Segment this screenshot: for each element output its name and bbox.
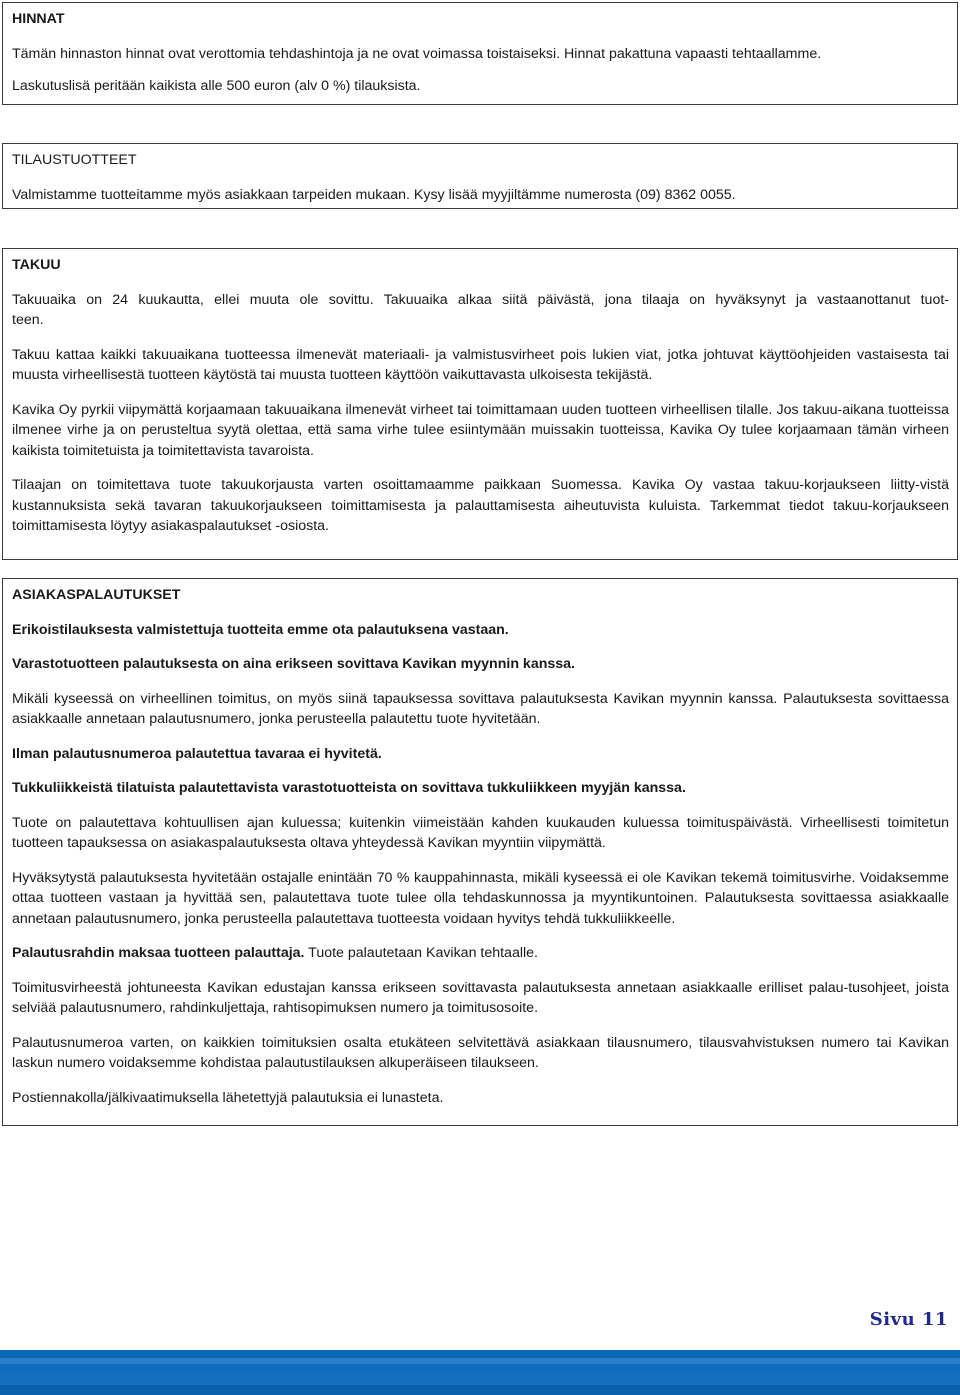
paragraph: Kavika Oy pyrkii viipymättä korjaamaan takuuaikana ilmenevät virheet tai toimittamaan uuden tuotteen virheellisen tilalle. Jos takuu-aikana tuotteissa ilmenee virhe ja on perusteltua syytä olettaa, että sama virhe tulee esiintymään muissakin tuotteissa, Kavika Oy tulee korjaamaan tämän virheen kaikista toimitetuista ja toimitettavista tavaroista. <box>12 401 949 459</box>
bold-statement: Erikoistilauksesta valmistettuja tuotteita emme ota palautuksena vastaan. <box>12 621 509 638</box>
paragraph <box>12 943 949 964</box>
bold-statement: Varastotuotteen palautuksesta on aina erikseen sovittava Kavikan myynnin kanssa. <box>12 656 575 672</box>
section-title: HINNAT <box>12 11 65 27</box>
paragraph: Tilaajan on toimitettava tuote takuukorjausta varten osoittamaamme paikkaan Suomessa. Kavika Oy vastaa takuu-korjaukseen liitty-vistä kustannuksista sekä tavaran takuukorjaukseen toimittamisesta ja palauttamisesta aiheutuvista kuluista. Tarkemmat tiedot takuu-korjaukseen toimittamisesta löytyy asiakaspalautukset -osiosta. <box>12 477 949 534</box>
bold-statement: Palautusrahdin maksaa tuotteen palauttaja. <box>12 945 305 961</box>
paragraph: Takuu kattaa kaikki takuuaikana tuotteessa ilmenevät materiaali- ja valmistusvirheet pois lukien viat, jotka johtuvat käyttöohjeiden vastaisesta tai muusta virheellisestä tuotteen käytöstä tai muusta tuotteen käyttöön vaikuttavasta ulkoisesta tekijästä. <box>12 346 949 383</box>
page-number: Sivu 11 <box>869 1309 948 1330</box>
paragraph: Tämän hinnaston hinnat ovat verottomia tehdashintoja ja ne ovat voimassa toistaiseksi. Hinnat pakattuna vapaasti tehtaallamme. <box>12 45 822 62</box>
paragraph: Laskutuslisä peritään kaikista alle 500 euron (alv 0 %) tilauksista. <box>12 78 421 94</box>
section-tilaustuotteet <box>2 143 958 209</box>
footer-band <box>0 1350 960 1395</box>
paragraph: Valmistamme tuotteitamme myös asiakkaan tarpeiden mukaan. Kysy lisää myyjiltämme numerosta (09) 8362 0055. <box>12 186 736 203</box>
section-takuu <box>2 248 958 560</box>
section-asiakaspalautukset <box>2 578 958 1126</box>
paragraph: Palautusnumeroa varten, on kaikkien toimituksien osalta etukäteen selvitettävä asiakkaan tilausnumero, tilausvahvistuksen numero tai Kavikan laskun numero voidaksemme kohdistaa palautustilauksen alkuperäiseen tilaukseen. <box>12 1034 949 1071</box>
paragraph: Toimitusvirheestä johtuneesta Kavikan edustajan kanssa erikseen sovittavasta palautuksesta annetaan asiakkaalle erilliset palau-tusohjeet, joista selviää palautusnumero, rahdinkuljettaja, rahtisopimuksen numero ja toimitusosoite. <box>12 979 949 1016</box>
section-title: ASIAKASPALAUTUKSET <box>12 587 181 603</box>
paragraph: Tuote on palautettava kohtuullisen ajan kuluessa; kuitenkin viimeistään kahden kuukauden kuluessa toimituspäivästä. Virheellisesti toimitetun tuotteen tapauksessa on asiakaspalautuksesta oltava yhteydessä Kavikan myyntiin viipymättä. <box>12 814 949 851</box>
paragraph: Hyväksytystä palautuksesta hyvitetään ostajalle enintään 70 % kauppahinnasta, mikäli kyseessä ei ole Kavikan tekemä toimitusvirhe. Voidaksemme ottaa tuotteen vastaan ja hyvittää sen, palautettava tuote tulee olla tehdaskunnossa ja myyntikuntoinen. Palautuksesta sovittaessa asiakkaalle annetaan palautusnumero, jonka perusteella palautettava tuotteesta voidaan hyvitys tehdä tukkuliikkeelle. <box>12 869 949 927</box>
section-hinnat <box>2 2 958 105</box>
paragraph: Postiennakolla/jälkivaatimuksella lähetettyjä palautuksia ei lunasteta. <box>12 1089 444 1106</box>
bold-statement: Ilman palautusnumeroa palautettua tavaraa ei hyvitetä. <box>12 745 382 762</box>
paragraph-continuation: teen. <box>12 312 44 328</box>
paragraph: Mikäli kyseessä on virheellinen toimitus, on myös siinä tapauksessa sovittava palautuksesta Kavikan myynnin kanssa. Palautuksesta sovittaessa asiakkaalle annetaan palautusnumero, jonka perusteella palautettu tuote hyvitetään. <box>12 690 949 727</box>
paragraph-text: Tuote palautetaan Kavikan tehtaalle. <box>304 945 538 961</box>
paragraph: Takuuaika on 24 kuukautta, ellei muuta ole sovittu. Takuuaika alkaa siitä päivästä, jona tilaaja on hyväksynyt ja vastaanottanut tuot- <box>12 291 949 308</box>
bold-statement: Tukkuliikkeistä tilatuista palautettavista varastotuotteista on sovittava tukkuliikkeen myyjän kanssa. <box>12 780 686 796</box>
section-title: TAKUU <box>12 257 61 273</box>
section-title: TILAUSTUOTTEET <box>12 152 137 168</box>
